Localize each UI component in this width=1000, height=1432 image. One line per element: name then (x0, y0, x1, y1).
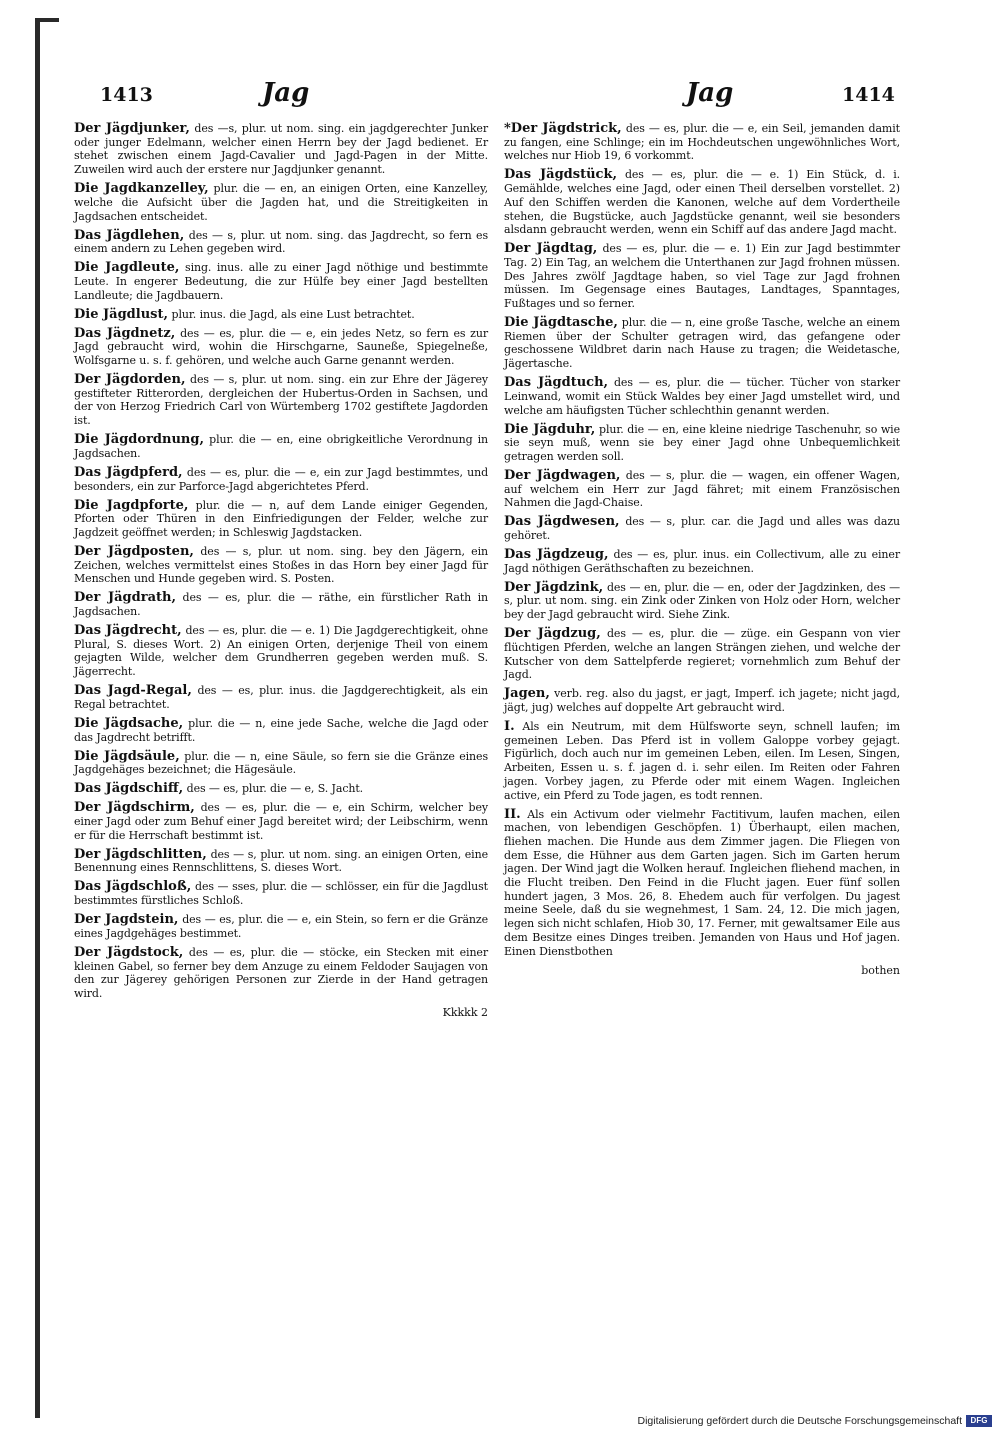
dictionary-entry (74, 545, 488, 586)
entry-definition: des — sses, plur. die — schlösser, ein für die Jagdlust bestimmtes fürstliches Schloß. (74, 880, 489, 908)
dictionary-entry (74, 229, 488, 256)
entry-definition: des — es, plur. die — e. 1) Die Jagdgerechtigkeit, ohne Plural, S. dieses Wort. 2) An einigen Orten, derjenige Theil von einem gejagten Wilde, welcher dem Grundherren gegeben werden muß. S. Jägerrecht. (74, 624, 488, 679)
entry-definition: plur. die — en, an einigen Orten, eine Kanzelley, welche die Aufsicht über die Jagden hat, und die Streitigkeiten in Jagdsachen entscheidet. (74, 182, 488, 223)
entry-definition: des — es, plur. inus. ein Collectivum, alle zu einer Jagd nöthigen Geräthschaften zu bezeichnen. (504, 548, 900, 575)
digitization-footer (606, 1414, 996, 1428)
dictionary-entry (504, 242, 900, 311)
running-head-left: Jag (262, 78, 310, 108)
page-binding-edge (35, 18, 40, 1418)
entry-headword: Das Jägdlehen, (74, 227, 185, 243)
entry-headword: Der Jägdwagen, (504, 467, 621, 483)
entry-headword: Der Jägdposten, (74, 543, 194, 559)
entry-definition: des — s, plur. die — wagen, ein offener Wagen, auf welchem ein Herr zur Jagd fähret; mit einem Französischen Nahmen die Jagd-Chaise. (504, 468, 900, 510)
dictionary-entry (504, 122, 900, 163)
dictionary-entry (74, 591, 488, 618)
dictionary-entry (74, 373, 488, 428)
entry-definition: sing. inus. alle zu einer Jagd nöthige und bestimmte Leute. In engerer Bedeutung, die zur Hülfe bey einer Jagd bestellten Landleute; die Jagdbauern. (74, 261, 488, 302)
entry-headword: Die Jagdkanzelley, (74, 181, 209, 197)
entry-definition: des — es, plur. die — tücher. Tücher von starker Leinwand, womit ein Stück Waldes bey einer Jagd umstellet wird, und welche am häufigsten Tücher schlechthin genannt werden. (504, 376, 900, 417)
entry-headword: Die Jägdsäule, (74, 748, 180, 764)
entry-headword: Das Jägdrecht, (74, 623, 182, 639)
entry-definition: des — es, plur. die — e. 1) Ein zur Jagd bestimmter Tag. 2) Ein Tag, an welchem die Unterthanen zur Jagd frohnen müssen. Des Jahres zwölf Jagdtage haben, so viel Tage zur Jagd frohnen müssen. Im Gegensage eines Bautages, Landtages, Spanntages, Fußtages und so ferner. (504, 242, 901, 311)
dictionary-entry (74, 327, 488, 368)
entry-definition: des — es, plur. die — züge. ein Gespann von vier flüchtigen Pferden, welche an langen Strängen ziehen, und welche der Kutscher von dem Sattelpferde regieret; vornehmlich zum Behuf der Jagd. (504, 627, 901, 682)
entry-definition: des — s, plur. ut nom. sing. bey den Jägern, ein Zeichen, welches vermittelst eines Stoßes in das Horn bey einer Jagd für Menschen und Hunde gegeben wird. S. Posten. (74, 544, 488, 586)
entry-definition: plur. die — n, eine Säule, so fern sie die Gränze eines Jagdgehäges bezeichnet; die Hägesäule. (74, 749, 489, 777)
entry-headword: Der Jägdtag, (504, 241, 598, 257)
entry-headword: Der Jägdjunker, (74, 121, 190, 136)
entry-definition: plur. die — en, eine kleine niedrige Taschenuhr, so wie sie seyn muß, wenn sie bey einer Jagd ohne Unbequemlichkeit getragen werden soll. (504, 422, 900, 463)
dictionary-entry (504, 808, 900, 959)
entry-definition: Als ein Activum oder vielmehr Factitivum, laufen machen, eilen machen, von lebendigen Geschöpfen. 1) Überhaupt, eilen machen, fliehen machen. Die Hunde aus dem Zimmer jagen. Die Fliegen von dem Esse, die Hühner aus dem Garten jagen. Sich im Garten herum jagen. Der Wind jagt die Wolken herauf. Ingleichen fliehend machen, in die Flucht treiben. Den Feind in die Flucht jagen. Euer fünf sollen hundert jagen, 3 Mos. 26, 8. Ehedem auch für verfolgen. Du jagest meine Seele, daß du sie wegnehmest, 1 Sam. 24, 12. Die mich jagen, legen sich nicht schlafen, Hiob 30, 17. Ferner, mit gewaltsamer Eile aus dem Besitze eines Dinges treiben. Jemanden von Haus und Hof jagen. Einen Dienstbothen (504, 807, 900, 958)
entry-definition: plur. die — n, eine große Tasche, welche an einem Riemen über der Schulter getragen wird, das gefangene oder geschossene Wildbret darin nach Hause zu tragen; die Weidetasche, Jägertasche. (504, 316, 900, 371)
dictionary-entry (74, 684, 488, 711)
entry-headword: Die Jägduhr, (504, 421, 596, 437)
dictionary-entry (74, 122, 488, 177)
entry-headword: Die Jägdordnung, (74, 432, 204, 448)
page-number-right: 1414 (842, 84, 895, 106)
dictionary-entry (504, 515, 900, 542)
entry-definition: des — es, plur. die — e, ein Schirm, welcher bey einer Jagd oder zum Behuf einer Jagd bereitet wird; der Leibschirm, wenn er für die Herrschaft bestimmt ist. (74, 801, 488, 842)
dictionary-entry (74, 801, 488, 842)
dictionary-entry (504, 316, 900, 371)
entry-definition: plur. die — n, eine jede Sache, welche die Jagd oder das Jagdrecht betrifft. (74, 716, 488, 744)
dictionary-entry (504, 469, 900, 510)
page-corner-mark (35, 18, 59, 22)
dictionary-entry (74, 308, 488, 322)
entry-headword: Die Jagdpforte, (74, 497, 189, 513)
entry-headword: *Der Jägdstrick, (504, 121, 622, 136)
entry-headword: Das Jägdschiff, (74, 781, 184, 797)
dictionary-entry (504, 168, 900, 237)
entry-definition: des — es, plur. die — e, ein Seil, jemanden damit zu fangen, eine Schlinge; ein im Hochdeutschen ungewöhnliches Wort, welches nur Hiob 19, 6 vorkommt. (504, 122, 900, 163)
entry-definition: des — s, plur. ut nom. sing. ein zur Ehre der Jägerey gestifteter Ritterorden, dergleichen der Hubertus-Orden in Sachsen, und der von Herzog Friedrich Carl von Würtemberg 1702 gestiftete Jagdorden ist. (74, 373, 488, 428)
entry-headword: Die Jagdleute, (74, 260, 180, 276)
dictionary-entry (504, 687, 900, 714)
entry-definition: des — es, plur. die — e. 1) Ein Stück, d. i. Gemählde, welches eine Jagd, oder einen Theil derselben vorstellet. 2) Auf den Schiffen werden die Kanonen, welche auf dem Vordertheile stehen, die Bugstücke, auch Jagdstücke genannt, weil sie besonders alsdann gebraucht werden, wenn ein Schiff auf das andere Jagd macht. (504, 168, 901, 237)
dictionary-column-left (74, 122, 488, 1020)
entry-headword: Das Jägdzeug, (504, 547, 609, 563)
entry-headword: Das Jägdtuch, (504, 375, 609, 391)
dictionary-entry (74, 946, 488, 1001)
dictionary-entry (74, 433, 488, 460)
entry-headword: Der Jägdschlitten, (74, 846, 207, 862)
entry-definition: plur. inus. die Jagd, als eine Lust betrachtet. (171, 307, 415, 321)
entry-definition: Als ein Neutrum, mit dem Hülfsworte seyn, schnell laufen; im gemeinen Leben. Das Pferd ist in vollem Galoppe vorbey gejagt. Figürlich, doch auch nur im gemeinen Leben, eilen. Im Lesen, Singen, Arbeiten, Essen u. s. f. jagen d. i. sehr eilen. Im Reiten oder Fahren jagen. Vorbey jagen, zu Pferde oder mit einem Wagen. Ingleichen active, ein Pferd zu Tode jagen, es todt rennen. (504, 719, 900, 802)
dictionary-entry (74, 880, 488, 907)
entry-headword: Jagen, (504, 686, 550, 702)
entry-headword: Der Jägdschirm, (74, 800, 195, 816)
entry-headword: Der Jägdstock, (74, 944, 184, 960)
entry-headword: Die Jägdtasche, (504, 315, 618, 331)
entry-definition: des — en, plur. die — en, oder der Jagdzinken, des — s, plur. ut nom. sing. ein Zink oder Zinken von Holz oder Horn, welcher bey der Jagd gebraucht wird. Siehe Zink. (504, 580, 901, 622)
entry-headword: Die Jägdsache, (74, 715, 184, 731)
entry-definition: des — es, plur. die — e, ein zur Jagd bestimmtes, und besonders, ein zur Parforce-Jagd abgerichtetes Pferd. (74, 465, 489, 493)
entry-definition: des — es, plur. die — e, ein Stein, so fern er die Gränze eines Jagdgehäges bestimmet. (74, 913, 488, 940)
catchword: Kkkkk 2 (442, 1005, 488, 1019)
catchword: bothen (861, 963, 900, 977)
dictionary-entry (74, 782, 488, 796)
funding-notice: Digitalisierung gefördert durch die Deutsche Forschungsgemeinschaft (637, 1415, 962, 1427)
entry-definition: des — es, plur. inus. die Jagdgerechtigkeit, als ein Regal betrachtet. (74, 684, 489, 711)
entry-headword: Der Jägdzug, (504, 626, 601, 642)
entry-definition: plur. die — n, auf dem Lande einiger Gegenden, Pforten oder Thüren in den Einfriedigungen der Felder, welche zur Jagdzeit geöffnet werden; in Schleswig Jagdstacken. (74, 498, 488, 539)
running-head-right: Jag (686, 78, 734, 108)
dictionary-entry (74, 848, 488, 875)
dictionary-entry (74, 182, 488, 223)
dictionary-entry (74, 466, 488, 493)
dfg-logo: DFG (966, 1415, 992, 1427)
dictionary-entry (74, 750, 488, 777)
entry-headword: Das Jägdstück, (504, 167, 617, 183)
dictionary-entry (504, 627, 900, 682)
entry-definition: des — es, plur. die — e, S. Jacht. (186, 782, 364, 796)
dictionary-entry (504, 423, 900, 464)
entry-definition: plur. die — en, eine obrigkeitliche Verordnung in Jagdsachen. (74, 433, 489, 460)
dictionary-entry (74, 499, 488, 540)
entry-headword: II. (504, 806, 521, 822)
entry-headword: Der Jägdorden, (74, 372, 186, 388)
entry-definition: des — s, plur. ut nom. sing. das Jagdrecht, so fern es einem andern zu Lehen gegeben wird. (74, 228, 488, 256)
entry-definition: des — es, plur. die — räthe, ein fürstlicher Rath in Jagdsachen. (74, 591, 489, 619)
dictionary-entry (504, 376, 900, 417)
entry-headword: I. (504, 718, 515, 734)
page-number-left: 1413 (100, 84, 153, 106)
entry-headword: Das Jagd-Regal, (74, 683, 192, 699)
entry-headword: Das Jägdnetz, (74, 325, 176, 341)
dictionary-entry (504, 548, 900, 575)
entry-headword: Die Jägdlust, (74, 306, 169, 322)
entry-headword: Das Jägdwesen, (504, 514, 620, 530)
dictionary-entry (74, 624, 488, 679)
entry-definition: des — s, plur. car. die Jagd und alles was dazu gehöret. (504, 515, 901, 543)
entry-definition: des — es, plur. die — e, ein jedes Netz, so fern es zur Jagd gebraucht wird, wohin die Hirschgarne, Sauneße, Spiegelneße, Wolfsgarne u. s. f. gehören, und welche auch Garne genannt werden. (74, 326, 488, 368)
entry-definition: des —s, plur. ut nom. sing. ein jagdgerechter Junker oder junger Edelmann, welcher einen Herrn bey der Jagd bedienet. Er stehet zwischen einem Jagd-Cavalier und Jagd-Pagen in der Mitte. Zuweilen wird auch der erstere nur Jagdjunker genannt. (74, 122, 489, 177)
entry-headword: Der Jägdrath, (74, 590, 176, 606)
dictionary-column-right (504, 122, 900, 977)
entry-headword: Der Jägdzink, (504, 579, 604, 595)
entry-headword: Das Jägdschloß, (74, 879, 192, 895)
entry-headword: Das Jägdpferd, (74, 464, 183, 480)
dictionary-entry (74, 717, 488, 744)
entry-headword: Der Jagdstein, (74, 912, 179, 928)
entry-definition: des — s, plur. ut nom. sing. an einigen Orten, eine Benennung eines Rennschlittens, S. dieses Wort. (74, 847, 488, 875)
entry-definition: verb. reg. also du jagst, er jagt, Imperf. ich jagete; nicht jagd, jägt, jug) welches auf doppelte Art gebraucht wird. (504, 687, 900, 714)
entry-definition: des — es, plur. die — stöcke, ein Stecken mit einer kleinen Gabel, so ferner bey dem Anzuge zu einem Feldoder Saujagen von den zur Jägerey gehörigen Personen zur Zierde in der Hand getragen wird. (74, 945, 489, 1000)
dictionary-entry (504, 720, 900, 802)
dictionary-entry (504, 581, 900, 622)
dictionary-entry (74, 913, 488, 940)
dictionary-entry (74, 261, 488, 302)
